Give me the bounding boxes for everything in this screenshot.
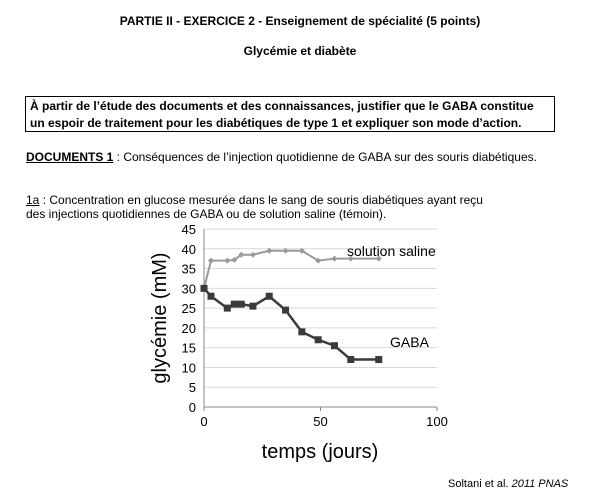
series-line-gaba (204, 288, 379, 359)
y-tick-label-15: 15 (181, 340, 196, 356)
point-gaba (207, 293, 214, 300)
y-tick-label-0: 0 (188, 400, 196, 415)
point-gaba (266, 293, 273, 300)
y-tick-label-10: 10 (181, 360, 196, 376)
chart-labels (149, 222, 448, 463)
point-gaba (347, 356, 354, 363)
source-credit (448, 478, 568, 490)
x-axis-title: temps (jours) (261, 441, 379, 463)
y-tick-label-20: 20 (181, 320, 196, 336)
figure-caption-line-1: : Concentration en glucose mesurée dans le sang de souris diabétiques ayant reçu (39, 193, 483, 207)
x-tick-label-100: 100 (426, 414, 448, 429)
credit-authors: Soltani et al. (448, 478, 512, 490)
y-tick-label-25: 25 (181, 301, 196, 317)
y-axis-title: glycémie (mM) (149, 252, 171, 384)
documents-text: : Conséquences de l’injection quotidienne de GABA sur des souris diabétiques. (113, 150, 537, 164)
point-gaba (231, 301, 238, 308)
point-gaba (249, 303, 256, 310)
point-solution-saline (224, 258, 230, 264)
exercise-title: PARTIE II - EXERCICE 2 - Enseignement de spécialité (5 points) (119, 14, 481, 28)
series-label-solution-saline: solution saline (347, 243, 436, 259)
question-line-2: un espoir de traitement pour les diabétiques de type 1 et expliquer son mode d’action. (30, 116, 522, 130)
point-gaba (238, 301, 245, 308)
point-gaba (315, 336, 322, 343)
y-tick-label-30: 30 (181, 281, 196, 297)
chart-series (201, 248, 383, 363)
point-solution-saline (250, 252, 256, 258)
y-tick-label-40: 40 (181, 241, 196, 257)
point-solution-saline (331, 256, 337, 262)
figure-caption-line-2: des injections quotidiennes de GABA ou de solution saline (témoin). (26, 207, 387, 221)
point-gaba (201, 285, 208, 292)
credit-journal: 2011 PNAS (511, 478, 569, 490)
point-solution-saline (208, 258, 214, 264)
exercise-subtitle: Glycémie et diabète (243, 44, 357, 58)
point-gaba (224, 305, 231, 312)
documents-label: DOCUMENTS 1 (26, 150, 114, 164)
series-label-gaba: GABA (390, 334, 429, 350)
point-gaba (282, 307, 289, 314)
point-gaba (298, 328, 305, 335)
question-line-1: À partir de l’étude des documents et des connaissances, justifier que le GABA constitue (30, 99, 534, 113)
figure-label: 1a (26, 193, 40, 207)
y-tick-label-5: 5 (188, 380, 196, 396)
point-gaba (331, 342, 338, 349)
x-tick-label-0: 0 (200, 414, 208, 429)
y-tick-label-45: 45 (181, 222, 196, 237)
x-tick-label-50: 50 (313, 414, 328, 429)
point-gaba (375, 356, 382, 363)
y-tick-label-35: 35 (181, 261, 196, 277)
